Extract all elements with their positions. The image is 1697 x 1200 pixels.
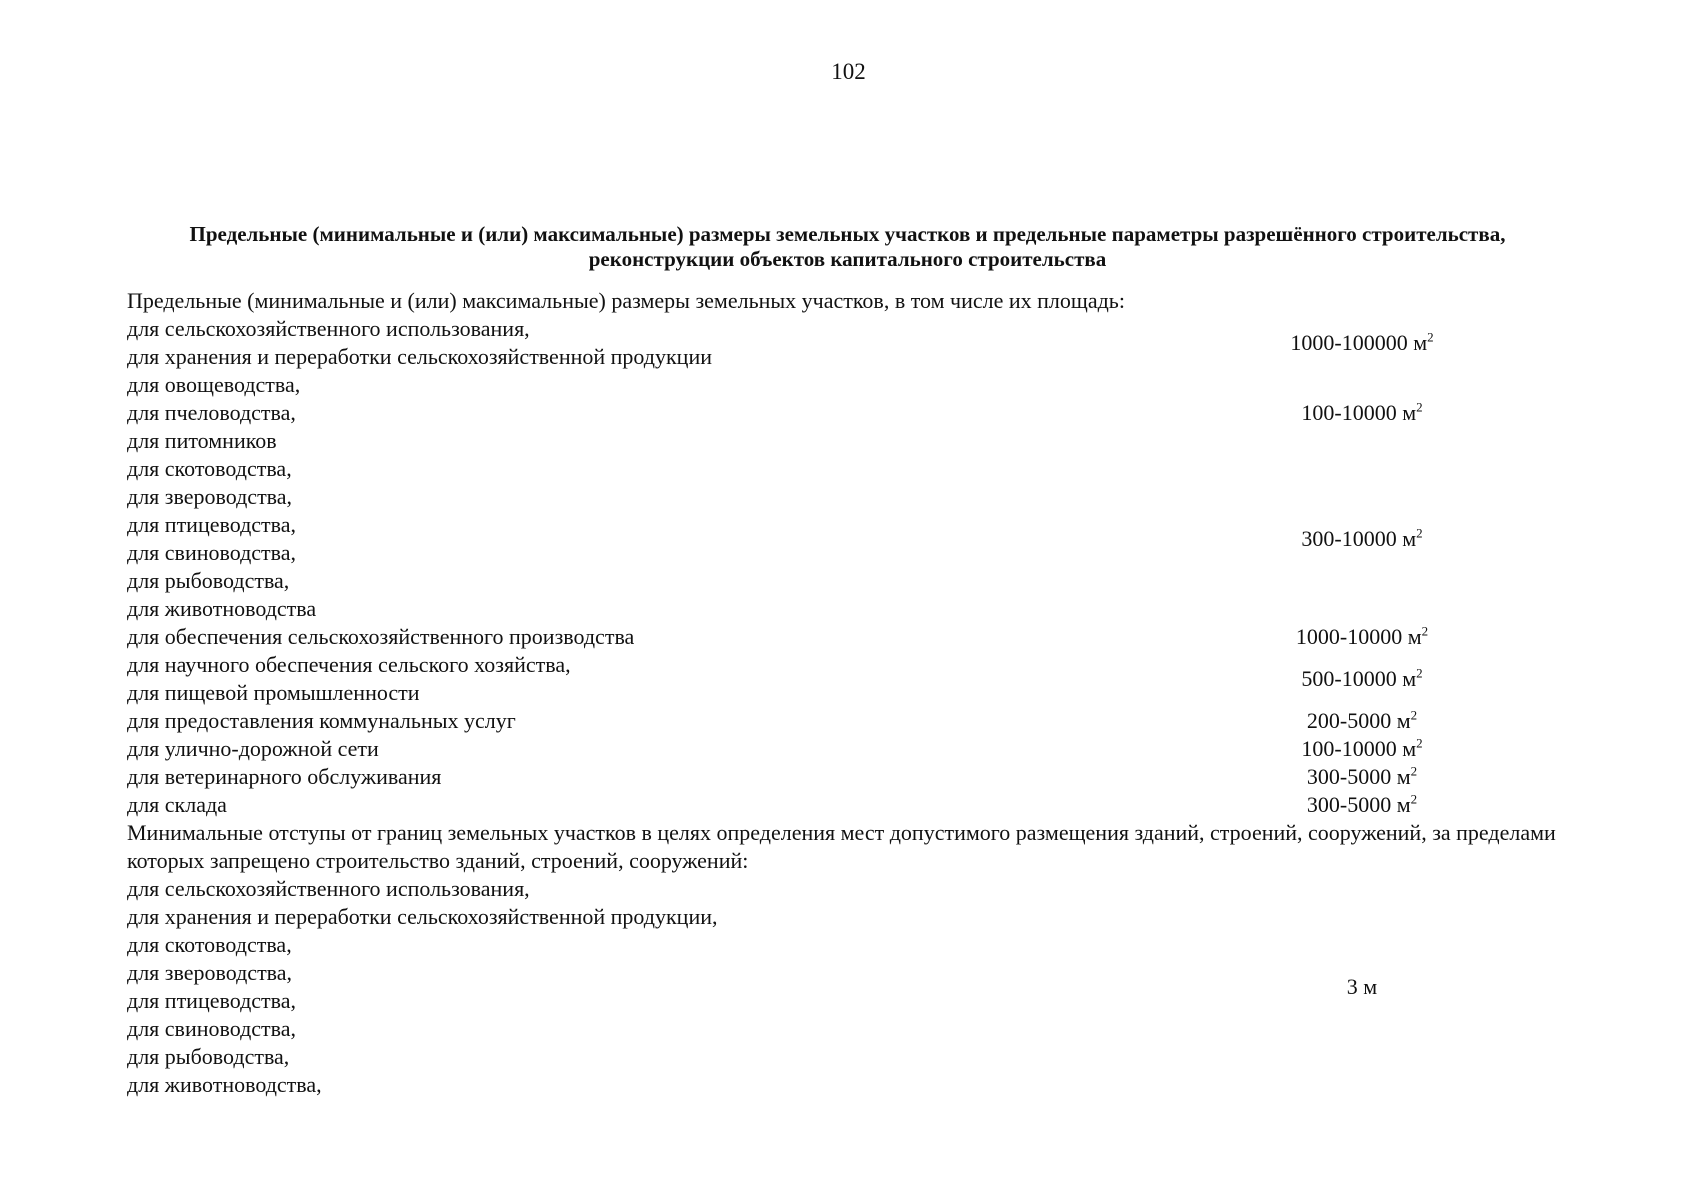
value-exponent: 2 bbox=[1427, 329, 1434, 345]
group-label: для улично-дорожной сети bbox=[127, 736, 379, 761]
group-value bbox=[1277, 763, 1447, 791]
group-label: для хранения и переработки сельскохозяйственной продукции bbox=[127, 344, 712, 369]
value-exponent: 2 bbox=[1416, 735, 1423, 751]
group-label: для питомников bbox=[127, 428, 277, 453]
group-labels bbox=[127, 735, 1277, 763]
group-label: для сельскохозяйственного использования, bbox=[127, 316, 530, 341]
size-groups bbox=[127, 315, 1587, 819]
document-body bbox=[127, 287, 1587, 1099]
value-text: 300-5000 м bbox=[1306, 792, 1411, 817]
group-label: для звероводства, bbox=[127, 484, 293, 509]
group-label: для склада bbox=[127, 792, 227, 817]
parameter-group bbox=[127, 875, 1587, 1099]
group-label: для животноводства, bbox=[127, 1072, 322, 1097]
parameter-group bbox=[127, 791, 1587, 819]
value-text: 100-10000 м bbox=[1301, 736, 1417, 761]
group-label: для сельскохозяйственного использования, bbox=[127, 876, 530, 901]
group-label: для предоставления коммунальных услуг bbox=[127, 708, 516, 733]
group-value bbox=[1277, 525, 1447, 553]
group-labels bbox=[127, 763, 1277, 791]
value-exponent: 2 bbox=[1416, 399, 1423, 415]
group-label: для рыбоводства, bbox=[127, 568, 290, 593]
group-label: для ветеринарного обслуживания bbox=[127, 764, 442, 789]
value-text: 3 м bbox=[1346, 974, 1378, 999]
value-exponent: 2 bbox=[1421, 623, 1429, 639]
group-value bbox=[1277, 665, 1447, 693]
group-label: для животноводства bbox=[127, 596, 317, 621]
group-value bbox=[1277, 623, 1447, 651]
parameter-group bbox=[127, 371, 1587, 455]
value-text: 200-5000 м bbox=[1306, 708, 1411, 733]
value-exponent: 2 bbox=[1416, 525, 1423, 541]
document-title: Предельные (минимальные и (или) максимальные) размеры земельных участков и предельные параметры разрешённого строительства, реконструкции объектов капитального строительства bbox=[189, 222, 1506, 271]
setback-groups bbox=[127, 875, 1587, 1099]
group-label: для пищевой промышленности bbox=[127, 680, 420, 705]
parameter-group bbox=[127, 455, 1587, 623]
setbacks-intro: Минимальные отступы от границ земельных участков в целях определения мест допустимого размещения зданий, строений, сооружений, за пределами которых запрещено строительство зданий, строений, сооружений: bbox=[127, 820, 1556, 873]
value-text: 300-10000 м bbox=[1301, 526, 1417, 551]
group-label: для свиноводства, bbox=[127, 1016, 297, 1041]
group-value bbox=[1277, 399, 1447, 427]
group-labels bbox=[127, 455, 1277, 623]
parameter-group bbox=[127, 735, 1587, 763]
value-text: 300-5000 м bbox=[1306, 764, 1411, 789]
parameter-group bbox=[127, 315, 1587, 371]
group-value bbox=[1277, 735, 1447, 763]
value-exponent: 2 bbox=[1410, 791, 1418, 807]
group-value bbox=[1277, 707, 1447, 735]
sizes-intro: Предельные (минимальные и (или) максимальные) размеры земельных участков, в том числе их площадь: bbox=[127, 288, 1125, 313]
group-label: для овощеводства, bbox=[127, 372, 301, 397]
group-labels bbox=[127, 707, 1277, 735]
group-value bbox=[1277, 973, 1447, 1001]
value-exponent: 2 bbox=[1410, 763, 1418, 779]
group-label: для скотоводства, bbox=[127, 456, 292, 481]
parameter-group bbox=[127, 623, 1587, 651]
page-number: 102 bbox=[831, 59, 866, 84]
value-text: 100-10000 м bbox=[1301, 400, 1417, 425]
group-label: для хранения и переработки сельскохозяйственной продукции, bbox=[127, 904, 718, 929]
group-label: для звероводства, bbox=[127, 960, 293, 985]
group-value bbox=[1277, 791, 1447, 819]
value-exponent: 2 bbox=[1416, 665, 1423, 681]
group-label: для обеспечения сельскохозяйственного производства bbox=[127, 624, 635, 649]
value-text: 1000-100000 м bbox=[1290, 330, 1428, 355]
parameter-group bbox=[127, 651, 1587, 707]
group-label: для птицеводства, bbox=[127, 988, 297, 1013]
parameter-group bbox=[127, 763, 1587, 791]
parameter-group bbox=[127, 707, 1587, 735]
group-labels bbox=[127, 371, 1277, 455]
group-value bbox=[1277, 329, 1447, 357]
group-labels bbox=[127, 875, 1277, 1099]
group-label: для пчеловодства, bbox=[127, 400, 296, 425]
group-label: для научного обеспечения сельского хозяйства, bbox=[127, 652, 571, 677]
group-label: для рыбоводства, bbox=[127, 1044, 290, 1069]
group-labels bbox=[127, 623, 1277, 651]
group-label: для свиноводства, bbox=[127, 540, 297, 565]
group-labels bbox=[127, 315, 1277, 371]
group-labels bbox=[127, 651, 1277, 707]
group-label: для птицеводства, bbox=[127, 512, 297, 537]
group-label: для скотоводства, bbox=[127, 932, 292, 957]
value-text: 500-10000 м bbox=[1301, 666, 1417, 691]
value-exponent: 2 bbox=[1410, 707, 1418, 723]
group-labels bbox=[127, 791, 1277, 819]
value-text: 1000-10000 м bbox=[1295, 624, 1422, 649]
